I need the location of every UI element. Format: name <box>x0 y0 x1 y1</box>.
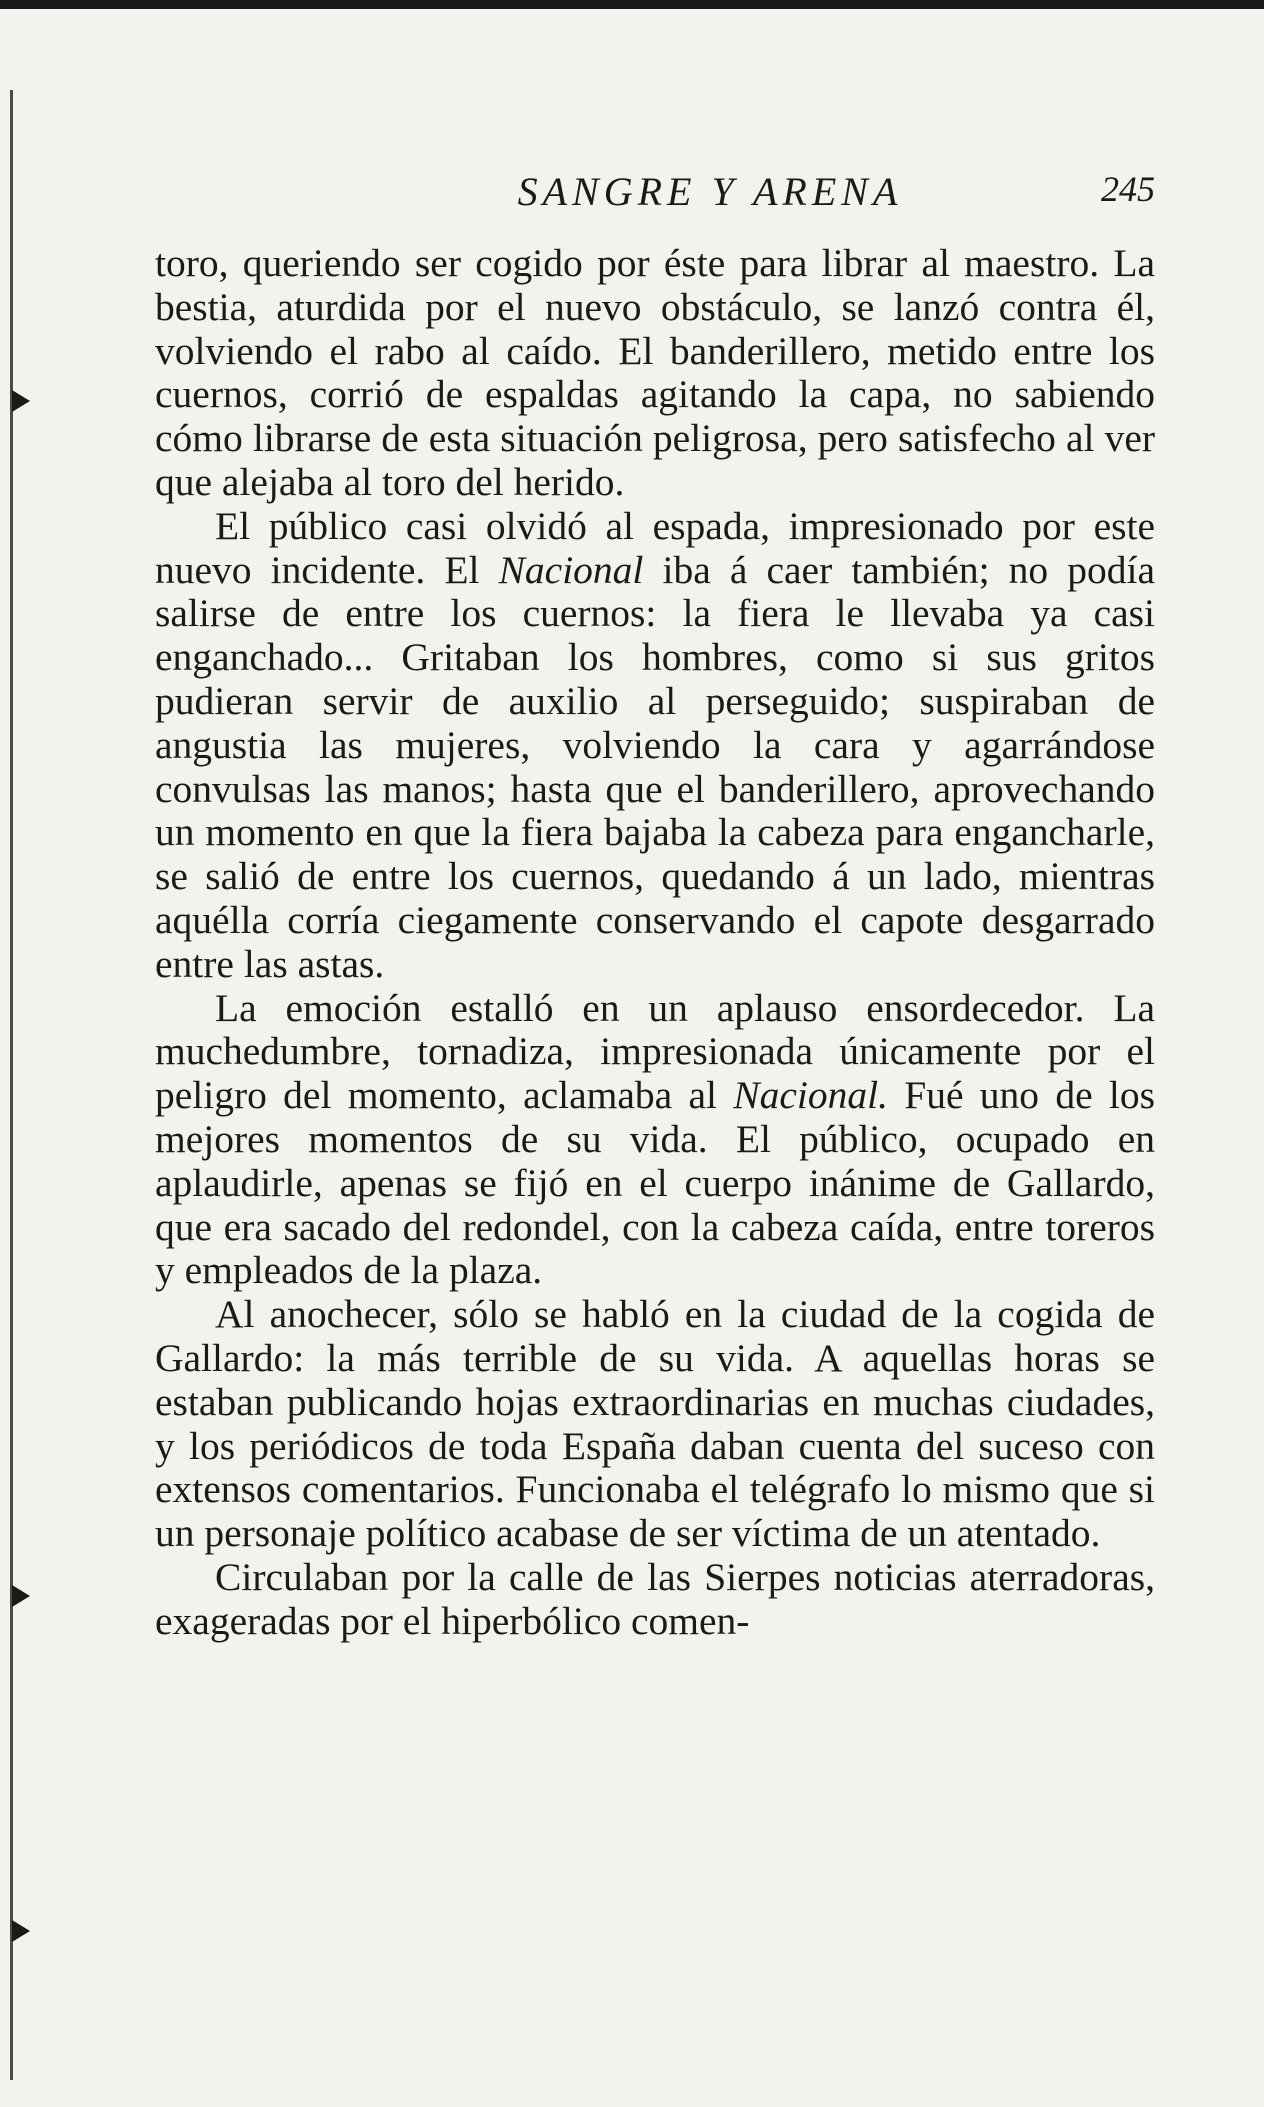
running-title: SANGRE Y ARENA <box>517 169 903 214</box>
top-border-rule <box>0 0 1264 9</box>
margin-arrow-mark <box>12 390 30 412</box>
text-segment: Fué uno de los mejores momentos de su vida. El público, ocupado en aplaudirle, apenas se fijó en el cuerpo inánime de Gallardo, que era sacado del redondel, con la cabeza caída, entre toreros y empleados de la plaza. <box>155 1073 1155 1293</box>
text-segment: Al anochecer, sólo se habló en la ciudad de la cogida de Gallardo: la más terrible de su vida. A aquellas horas se estaban publicando hojas extraordinarias en muchas ciudades, y los periódicos de toda España daban cuenta del suceso con extensos comentarios. Funcionaba el telégrafo lo mismo que si un personaje político acabase de ser víctima de un atentado. <box>155 1292 1155 1556</box>
text-segment: Circulaban por la calle de las Sierpes noticias aterradoras, exageradas por el hiperbólico comen- <box>155 1554 1155 1643</box>
page-header <box>155 150 1155 230</box>
paragraph <box>155 505 1155 987</box>
book-page <box>155 150 1155 1644</box>
text-segment: La emoción estalló en un aplauso ensordecedor. La muchedumbre, tornadiza, impresionada únicamente por el peligro del momento, aclamaba al <box>155 985 1155 1118</box>
paragraph <box>155 242 1155 505</box>
margin-arrow-mark <box>12 1920 30 1942</box>
paragraph <box>155 1293 1155 1556</box>
margin-arrow-mark <box>12 1585 30 1607</box>
paragraph <box>155 987 1155 1294</box>
italic-name: Nacional <box>498 547 644 592</box>
page-number: 245 <box>1101 169 1155 209</box>
italic-name: Nacional. <box>733 1073 888 1118</box>
body-text <box>155 242 1155 1644</box>
text-segment: toro, queriendo ser cogido por éste para librar al maestro. La bestia, aturdida por el nuevo obstáculo, se lanzó contra él, volviendo el rabo al caído. El banderillero, metido entre los cuernos, corrió de espaldas agitando la capa, no sabiendo cómo librarse de esta situación peligrosa, pero satisfecho al ver que alejaba al toro del herido. <box>155 241 1155 504</box>
text-segment: El público casi olvidó al espada, impresionado por este nuevo incidente. El <box>155 503 1155 592</box>
text-segment: iba á caer también; no podía salirse de entre los cuernos: la fiera le llevaba ya casi enganchado... Gritaban los hombres, como si sus gritos pudieran servir de auxilio al perseguido; suspiraban de angustia las mujeres, volviendo la cara y agarrándose convulsas las manos; hasta que el banderillero, aprovechando un momento en que la fiera bajaba la cabeza para engancharle, se salió de entre los cuernos, quedando á un lado, mientras aquélla corría ciegamente conservando el capote desgarrado entre las astas. <box>155 547 1155 986</box>
paragraph <box>155 1556 1155 1644</box>
binding-margin-line <box>10 90 13 2080</box>
